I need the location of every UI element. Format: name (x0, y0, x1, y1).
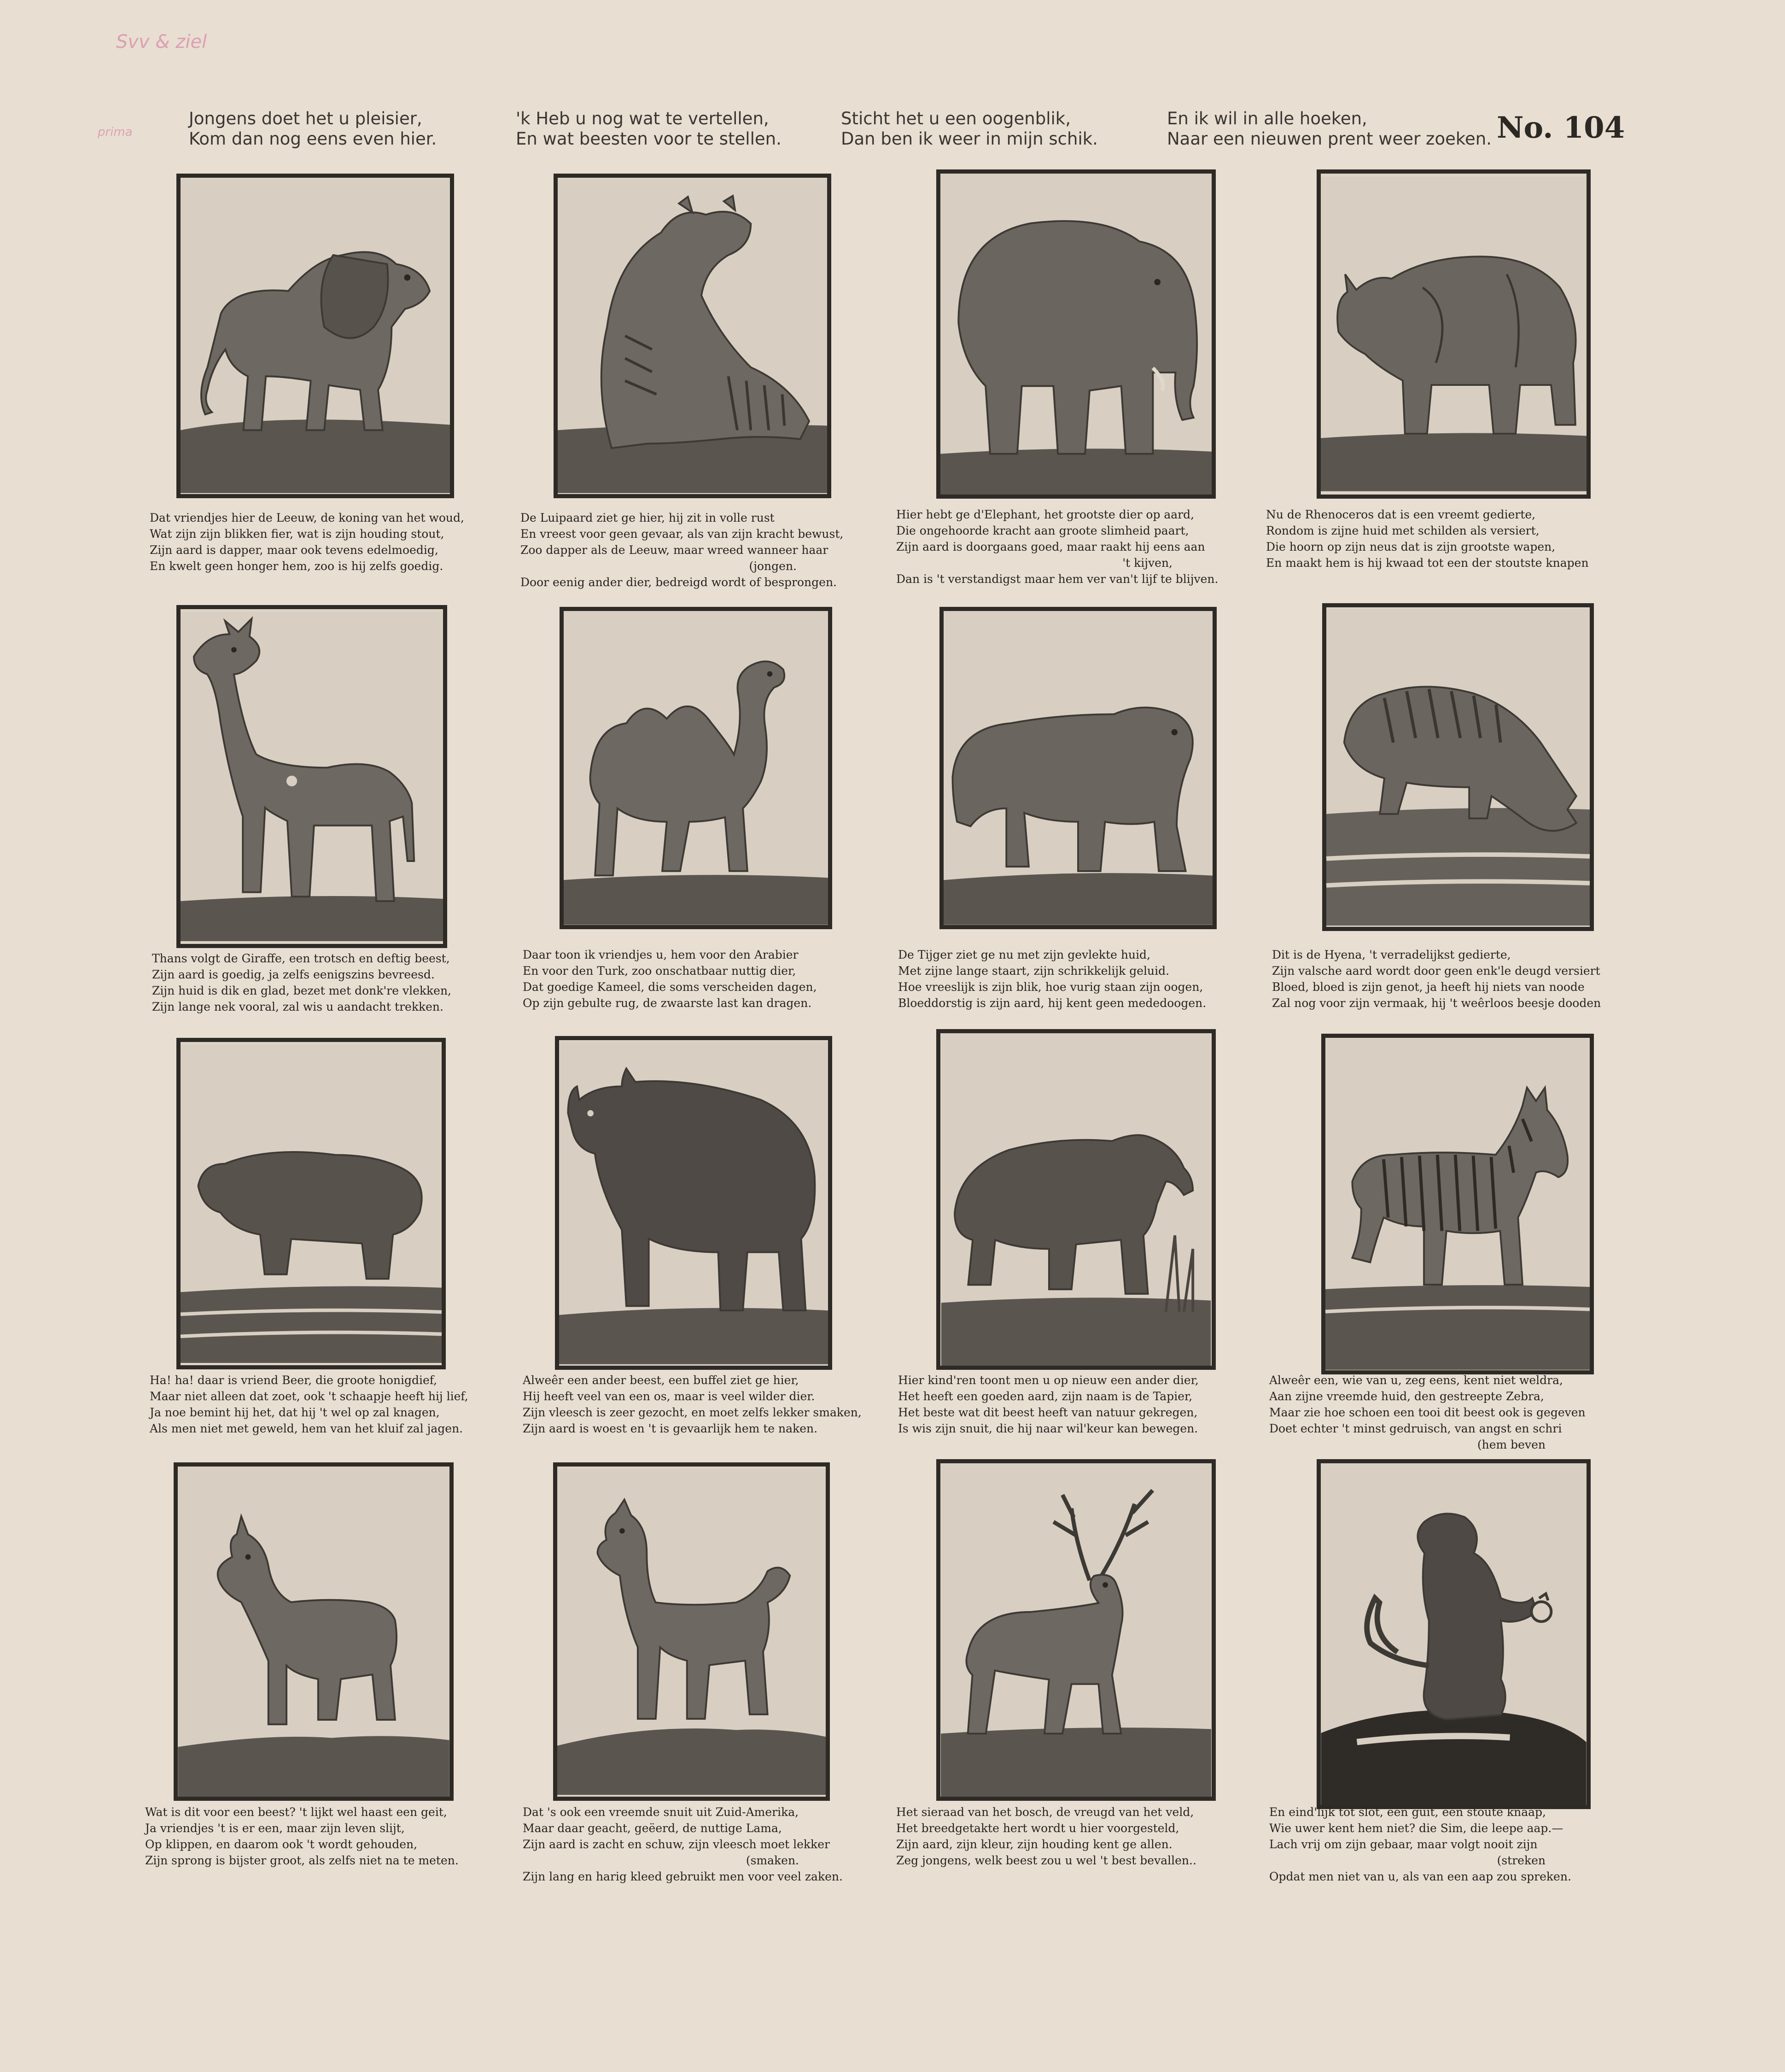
caption-line: Wat is dit voor een beest? 't lijkt wel haast een geit, (145, 1805, 447, 1819)
caption-deer (896, 1804, 1196, 1868)
caption-line: Lach vrij om zijn gebaar, maar volgt nooit zijn (1269, 1838, 1538, 1851)
verse-line: Sticht het u een oogenblik, (841, 109, 1071, 128)
caption-line: Hij heeft veel van een os, maar is veel wilder dier. (523, 1390, 815, 1403)
caption-line: Thans volgt de Giraffe, een trotsch en deftig beest, (152, 952, 450, 965)
print-deer (936, 1459, 1216, 1801)
leopard-woodcut (558, 178, 827, 494)
print-giraffe (176, 605, 447, 948)
deer-woodcut (940, 1463, 1212, 1797)
caption-line: Dat goedige Kameel, die soms verscheiden dagen, (523, 980, 817, 994)
verse-line: Dan ben ik weer in mijn schik. (841, 129, 1098, 149)
tapir-woodcut (940, 1033, 1212, 1366)
print-monkey (1317, 1459, 1591, 1809)
hyena-woodcut (1326, 607, 1590, 927)
header-verse-4 (1167, 109, 1492, 149)
caption-line: De Luipaard ziet ge hier, hij zit in volle rust (520, 511, 775, 524)
header-verse-1 (189, 109, 484, 149)
caption-line: Zijn lang en harig kleed gebruikt men voor veel zaken. (523, 1870, 843, 1883)
header-verse-2 (516, 109, 811, 149)
caption-line: Maar niet alleen dat zoet, ook 't schaapje heeft hij lief, (150, 1390, 468, 1403)
caption-line: Zeg jongens, welk beest zou u wel 't best bevallen.. (896, 1854, 1196, 1867)
caption-line: Zijn aard is dapper, maar ook tevens edelmoedig, (150, 543, 438, 557)
pencil-annotation-small: prima (98, 125, 133, 139)
caption-line: (smaken. (746, 1854, 799, 1867)
caption-line: Het beste wat dit beest heeft van natuur gekregen, (898, 1406, 1198, 1419)
caption-line: (streken (1497, 1854, 1546, 1867)
caption-line: Dat 's ook een vreemde snuit uit Zuid-Amerika, (523, 1805, 799, 1819)
caption-line: Is wis zijn snuit, die hij naar wil'keur kan bewegen. (898, 1422, 1198, 1435)
goat-woodcut (178, 1467, 449, 1797)
caption-line: Zijn aard, zijn kleur, zijn houding kent ge allen. (896, 1838, 1172, 1851)
caption-line: Dit is de Hyena, 't verradelijkst gedierte, (1272, 948, 1511, 961)
caption-line: En eind'lijk tot slot, een guit, een stoute knaap, (1269, 1805, 1546, 1819)
caption-line: Op zijn gebulte rug, de zwaarste last kan dragen. (523, 996, 812, 1010)
caption-line: (jongen. (749, 559, 797, 573)
caption-line: Dan is 't verstandigst maar hem ver van't lijf te blijven. (896, 572, 1219, 586)
caption-line: Zal nog voor zijn vermaak, hij 't weêrloos beesje dooden (1272, 996, 1601, 1010)
caption-line: Wat zijn zijn blikken fier, wat is zijn houding stout, (150, 527, 444, 541)
caption-buffalo (523, 1372, 862, 1437)
caption-line: Alweêr een, wie van u, zeg eens, kent niet weldra, (1269, 1374, 1563, 1387)
caption-line: Zijn sprong is bijster groot, als zelfs niet na te meten. (145, 1854, 459, 1867)
caption-line: Zijn aard is goedig, ja zelfs eenigszins bevreesd. (152, 968, 435, 981)
print-zebra (1321, 1034, 1594, 1374)
caption-line: Dat vriendjes hier de Leeuw, de koning van het woud, (150, 511, 464, 524)
lion-woodcut (181, 178, 450, 494)
print-llama (553, 1462, 830, 1801)
caption-llama (523, 1804, 843, 1885)
print-goat (174, 1462, 454, 1801)
caption-leopard (520, 510, 844, 590)
caption-line: Rondom is zijne huid met schilden als versiert, (1266, 524, 1540, 537)
caption-tapir (898, 1372, 1199, 1437)
caption-line: Zijn aard is zacht en schuw, zijn vleesch moet lekker (523, 1838, 830, 1851)
verse-line: En ik wil in alle hoeken, (1167, 109, 1367, 128)
caption-line: Zijn aard is woest en 't is gevaarlijk hem te naken. (523, 1422, 818, 1435)
caption-line: Doet echter 't minst gedruisch, van angst en schri (1269, 1422, 1562, 1435)
zebra-woodcut (1325, 1038, 1590, 1370)
caption-line: Met zijne lange staart, zijn schrikkelijk geluid. (898, 964, 1170, 978)
verse-line: En wat beesten voor te stellen. (516, 129, 782, 149)
caption-monkey (1269, 1804, 1571, 1885)
caption-line: Ja vriendjes 't is er een, maar zijn leven slijt, (145, 1822, 405, 1835)
caption-line: Opdat men niet van u, als van een aap zou spreken. (1269, 1870, 1571, 1883)
caption-line: Op klippen, en daarom ook 't wordt gehouden, (145, 1838, 418, 1851)
caption-line: 't kijven, (1122, 556, 1172, 570)
caption-line: Bloeddorstig is zijn aard, hij kent geen mededoogen. (898, 996, 1207, 1010)
caption-line: Het heeft een goeden aard, zijn naam is de Tapier, (898, 1390, 1193, 1403)
caption-line: Hier kind'ren toont men u op nieuw een ander dier, (898, 1374, 1199, 1387)
caption-giraffe (152, 950, 451, 1015)
caption-zebra (1269, 1372, 1586, 1453)
caption-line: Hoe vreeslijk is zijn blik, hoe vurig staan zijn oogen, (898, 980, 1203, 994)
giraffe-woodcut (181, 609, 443, 944)
verse-line: Jongens doet het u pleisier, (189, 109, 422, 128)
caption-line: Het breedgetakte hert wordt u hier voorgesteld, (896, 1822, 1179, 1835)
caption-line: Maar zie hoe schoen een tooi dit beest ook is gegeven (1269, 1406, 1586, 1419)
caption-elephant (896, 506, 1219, 587)
header-verse-3 (841, 109, 1136, 149)
verse-line: Kom dan nog eens even hier. (189, 129, 437, 149)
print-rhinoceros (1317, 169, 1591, 499)
caption-line: Door eenig ander dier, bedreigd wordt of besprongen. (520, 576, 837, 589)
print-tapir (936, 1029, 1216, 1370)
caption-line: Die ongehoorde kracht aan groote slimheid paart, (896, 524, 1189, 537)
caption-tiger (898, 947, 1207, 1011)
caption-line: Daar toon ik vriendjes u, hem voor den Arabier (523, 948, 799, 961)
caption-line: De Tijger ziet ge nu met zijn gevlekte huid, (898, 948, 1151, 961)
verse-line: 'k Heb u nog wat te vertellen, (516, 109, 769, 128)
caption-line: Ha! ha! daar is vriend Beer, die groote honigdief, (150, 1374, 438, 1387)
print-leopard (554, 174, 831, 498)
caption-line: (hem beven (1477, 1438, 1546, 1451)
caption-line: Nu de Rhenoceros dat is een vreemt gedierte, (1266, 508, 1536, 521)
caption-line: En maakt hem is hij kwaad tot een der stoutste knapen (1266, 556, 1589, 570)
caption-line: Zijn lange nek vooral, zal wis u aandacht trekken. (152, 1000, 443, 1013)
print-lion (176, 174, 454, 498)
bear-woodcut (181, 1042, 442, 1365)
caption-rhinoceros (1266, 506, 1589, 571)
caption-line: Die hoorn op zijn neus dat is zijn grootste wapen, (1266, 540, 1556, 553)
sheet-number: No. 104 (1497, 111, 1625, 145)
caption-line: Zoo dapper als de Leeuw, maar wreed wanneer haar (520, 543, 828, 557)
print-elephant (936, 169, 1216, 499)
print-bear (176, 1038, 446, 1369)
camel-woodcut (564, 611, 828, 925)
print-tiger (939, 607, 1217, 929)
caption-line: Zijn valsche aard wordt door geen enk'le deugd versiert (1272, 964, 1600, 978)
caption-line: En kwelt geen honger hem, zoo is hij zelfs goedig. (150, 559, 443, 573)
pencil-annotation: Svv & ziel (116, 31, 207, 52)
verse-line: Naar een nieuwen prent weer zoeken. (1167, 129, 1492, 149)
caption-lion (150, 510, 464, 574)
caption-line: Bloed, bloed is zijn genot, ja heeft hij niets van noode (1272, 980, 1585, 994)
print-hyena (1322, 603, 1594, 931)
caption-line: Hier hebt ge d'Elephant, het grootste dier op aard, (896, 508, 1195, 521)
tiger-woodcut (944, 611, 1213, 925)
caption-line: Het sieraad van het bosch, de vreugd van het veld, (896, 1805, 1194, 1819)
caption-line: En vreest voor geen gevaar, als van zijn kracht bewust, (520, 527, 844, 541)
caption-line: Ja noe bemint hij het, dat hij 't wel op zal knagen, (150, 1406, 440, 1419)
caption-line: Als men niet met geweld, hem van het kluif zal jagen. (150, 1422, 463, 1435)
elephant-woodcut (940, 174, 1212, 495)
caption-bear (150, 1372, 468, 1437)
print-buffalo (555, 1036, 832, 1370)
caption-goat (145, 1804, 459, 1868)
monkey-woodcut (1321, 1463, 1587, 1805)
caption-line: Zijn huid is dik en glad, bezet met donk're vlekken, (152, 984, 451, 997)
buffalo-woodcut (559, 1040, 828, 1366)
llama-woodcut (557, 1467, 826, 1797)
caption-camel (523, 947, 817, 1011)
caption-line: En voor den Turk, zoo onschatbaar nuttig dier, (523, 964, 796, 978)
caption-line: Zijn aard is doorgaans goed, maar raakt hij eens aan (896, 540, 1205, 553)
print-camel (560, 607, 832, 929)
caption-line: Aan zijne vreemde huid, den gestreepte Zebra, (1269, 1390, 1544, 1403)
caption-line: Maar daar geacht, geëerd, de nuttige Lama, (523, 1822, 782, 1835)
caption-line: Alweêr een ander beest, een buffel ziet ge hier, (523, 1374, 799, 1387)
caption-line: Wie uwer kent hem niet? die Sim, die leepe aap.— (1269, 1822, 1563, 1835)
rhinoceros-woodcut (1321, 174, 1587, 495)
caption-line: Zijn vleesch is zeer gezocht, en moet zelfs lekker smaken, (523, 1406, 862, 1419)
caption-hyena (1272, 947, 1601, 1011)
